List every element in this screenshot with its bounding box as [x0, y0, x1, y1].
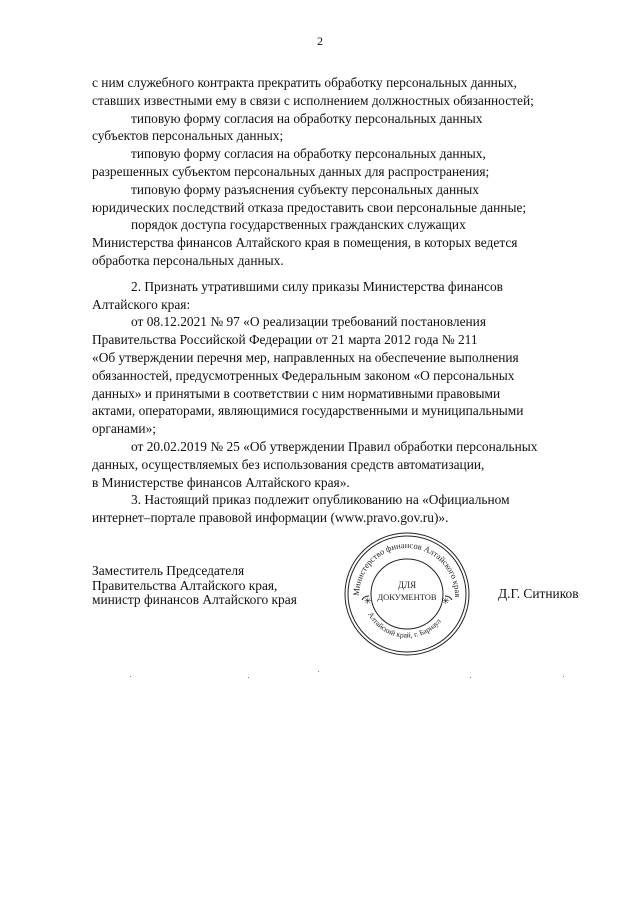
page-number: 2 [317, 34, 323, 48]
paragraph-item-3: 3. Настоящий приказ подлежит опубликованию на «Официальном интернет–портале правовой информации (www.pravo.gov.ru)». [92, 492, 510, 526]
paragraph-explanation-form: типовую форму разъяснения субъекту персональных данных юридических последствий отказа предоставить свои персональные данные; [92, 181, 527, 215]
scan-speck [563, 676, 564, 677]
seal-center-line1: ДЛЯ [397, 580, 417, 590]
paragraph-distribution-consent: типовую форму согласия на обработку персональных данных, разрешенных субъектом персональных данных для распространения; [92, 146, 490, 179]
seal-outer-text: Министерство финансов Алтайского края [350, 539, 464, 598]
paragraph-item-2: 2. Признать утратившими силу приказы Министерства финансов Алтайского края: [92, 278, 503, 312]
official-seal [342, 530, 472, 658]
scan-speck [470, 677, 471, 678]
seal-star-right-icon: ✳ [442, 596, 450, 606]
signatory-position: Заместитель Председателя Правительства Алтайского края, министр финансов Алтайского края [92, 563, 297, 607]
paragraph-order-2019: от 20.02.2019 № 25 «Об утверждении Правил обработки персональных данных, осуществляемых без использования средств автоматизации, в Министерстве финансов Алтайского края». [92, 438, 538, 490]
paragraph-consent-form: типовую форму согласия на обработку персональных данных субъектов персональных данных; [92, 110, 483, 144]
scan-speck [318, 671, 319, 672]
seal-center-line2: ДОКУМЕНТОВ [377, 592, 437, 602]
signatory-name: Д.Г. Ситников [498, 586, 579, 601]
paragraph-order-2021: от 08.12.2021 № 97 «О реализации требований постановления Правительства Российской Федерации от 21 марта 2012 года № 211 «Об утверждении перечня мер, направленных на обеспечение выполнения обязанностей, предусмотренных Федеральным законом «О персональных данных» и принятыми в соответствии с ним нормативными правовыми актами, операторами, являющимися государственными и муниципальными органами»; [92, 314, 524, 437]
paragraph-access-procedure: порядок доступа государственных гражданских служащих Министерства финансов Алтайского края в помещения, в которых ведется обработка персональных данных. [92, 217, 518, 268]
paragraph-continuation: с ним служебного контракта прекратить обработку персональных данных, ставших известными ему в связи с исполнением должностных обязанностей; [92, 75, 534, 108]
scan-speck [130, 676, 131, 677]
seal-bottom-text: Алтайский край, г. Барнаул [366, 610, 443, 640]
scan-speck [248, 677, 249, 678]
seal-star-left-icon: ✳ [364, 596, 372, 606]
document-body [92, 74, 592, 527]
